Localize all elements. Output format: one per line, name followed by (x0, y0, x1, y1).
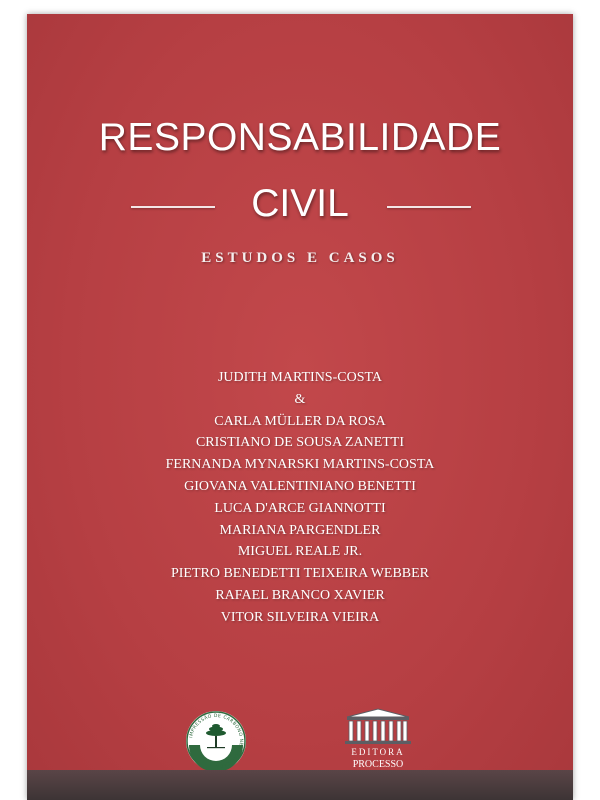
subtitle-estudos-e-casos: ESTUDOS E CASOS (201, 250, 399, 266)
author-name: CRISTIANO DE SOUSA ZANETTI (195, 435, 405, 451)
svg-text:IMPRESSÃO DE CARBONO NEUTRALIZ: IMPRESSÃO DE CARBONO NEUTRALIZADA (189, 713, 244, 769)
author-name: MARIANA PARGENDLER (219, 522, 381, 538)
bottom-band (27, 770, 573, 800)
author-name: JUDITH MARTINS-COSTA (217, 370, 383, 385)
author-name: PIETRO BENEDETTI TEIXEIRA WEBBER (170, 566, 430, 582)
book-cover (27, 14, 573, 800)
right-rule (387, 206, 471, 208)
author-name: CARLA MÜLLER DA ROSA (214, 413, 386, 429)
temple-columns-icon (339, 707, 417, 777)
author-name: MIGUEL REALE JR. (237, 544, 363, 560)
title-row-civil (27, 182, 573, 232)
title-civil: CIVIL (251, 182, 349, 225)
author-name: LUCA D'ARCE GIANNOTTI (214, 500, 386, 516)
publisher-name-processo: PROCESSO (352, 759, 404, 770)
tree-seal-icon (185, 710, 247, 772)
author-name: GIOVANA VALENTINIANO BENETTI (184, 478, 416, 494)
author-name: VITOR SILVEIRA VIEIRA (220, 609, 380, 625)
title-responsabilidade: RESPONSABILIDADE (98, 116, 502, 159)
author-list (27, 367, 573, 629)
author-ampersand: & (294, 391, 306, 407)
author-name: FERNANDA MYNARSKI MARTINS-COSTA (165, 457, 435, 473)
author-name: RAFAEL BRANCO XAVIER (215, 587, 385, 603)
publisher-name-editora: EDITORA (351, 747, 405, 757)
